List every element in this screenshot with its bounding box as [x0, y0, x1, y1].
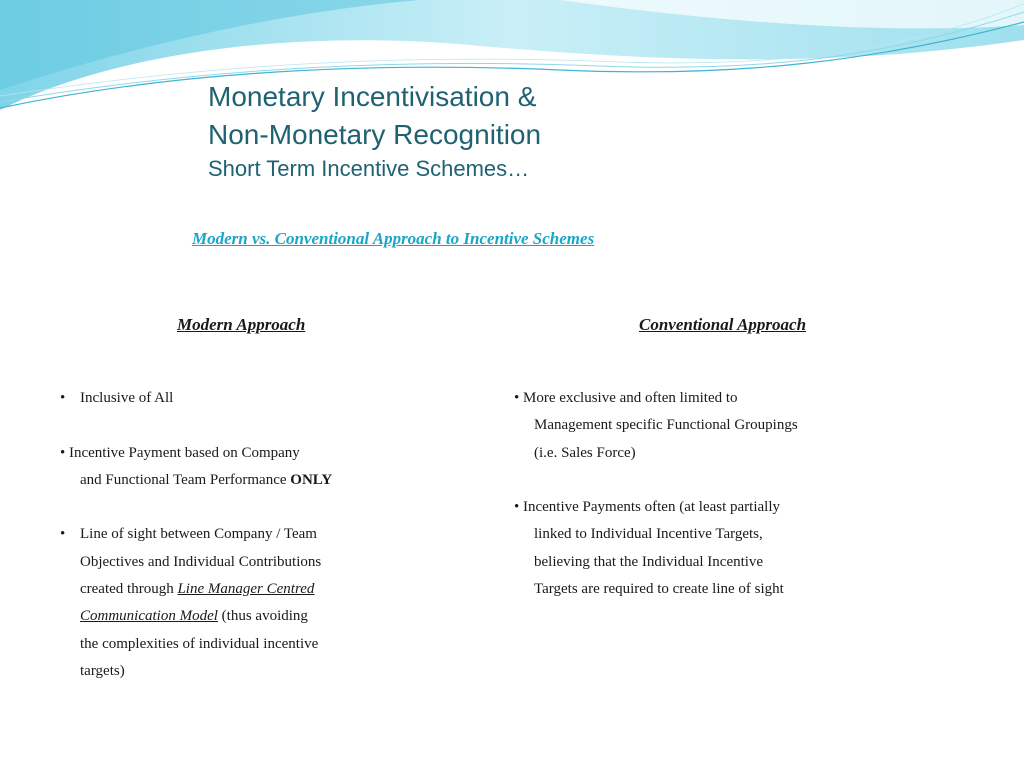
modern-item2-line2: [60, 467, 460, 494]
modern-item3-line4-text: (thus avoiding: [217, 608, 308, 625]
modern-item3-line6: targets): [80, 662, 125, 679]
modern-item1-text: Inclusive of All: [80, 390, 174, 406]
modern-item3-line2: Objectives and Individual Contributions: [80, 553, 322, 570]
modern-item2-line1: • Incentive Payment based on Company: [60, 444, 300, 461]
modern-approach-list: [60, 385, 460, 685]
section-heading: Modern vs. Conventional Approach to Incentive Schemes: [192, 229, 595, 248]
conventional-item-exclusive: [514, 385, 934, 467]
slide-title-line1: Monetary Incentivisation &: [208, 81, 537, 112]
modern-item3-line1: • Line of sight between Company / Team: [80, 526, 317, 543]
conventional-item1-line2: Management specific Functional Groupings: [534, 417, 798, 434]
conventional-item2-line1: • Incentive Payments often (at least partially: [514, 499, 780, 516]
modern-item-payment: [60, 440, 460, 495]
modern-item-inclusive: [60, 385, 460, 412]
modern-item3-line3: [80, 576, 460, 603]
conventional-item2-line2: linked to Individual Incentive Targets,: [534, 526, 763, 543]
modern-item-line-of-sight: [60, 521, 460, 685]
modern-item3-line5: the complexities of individual incentive: [80, 635, 319, 652]
conventional-item2-line3: believing that the Individual Incentive: [534, 553, 764, 570]
modern-item3-line3-text: created through: [80, 581, 178, 598]
communication-model-link-part2[interactable]: Communication Model: [80, 608, 218, 625]
line-manager-link-part1[interactable]: Line Manager Centred: [177, 581, 315, 598]
modern-item2-line2-text: and Functional Team Performance: [80, 471, 291, 488]
modern-approach-heading: Modern Approach: [177, 315, 306, 334]
only-emphasis: ONLY: [290, 471, 333, 488]
conventional-item1-line3: (i.e. Sales Force): [534, 444, 636, 461]
conventional-approach-list: [514, 385, 934, 603]
title-block: [208, 78, 541, 184]
slide-subtitle: Short Term Incentive Schemes…: [208, 156, 530, 181]
conventional-item1-line1: • More exclusive and often limited to: [514, 390, 738, 406]
conventional-approach-heading: Conventional Approach: [639, 315, 807, 334]
conventional-item2-line4: Targets are required to create line of sight: [534, 581, 784, 598]
slide-title-line2: Non-Monetary Recognition: [208, 119, 542, 150]
conventional-item-payments: [514, 494, 934, 603]
modern-item3-line4: [80, 603, 460, 630]
